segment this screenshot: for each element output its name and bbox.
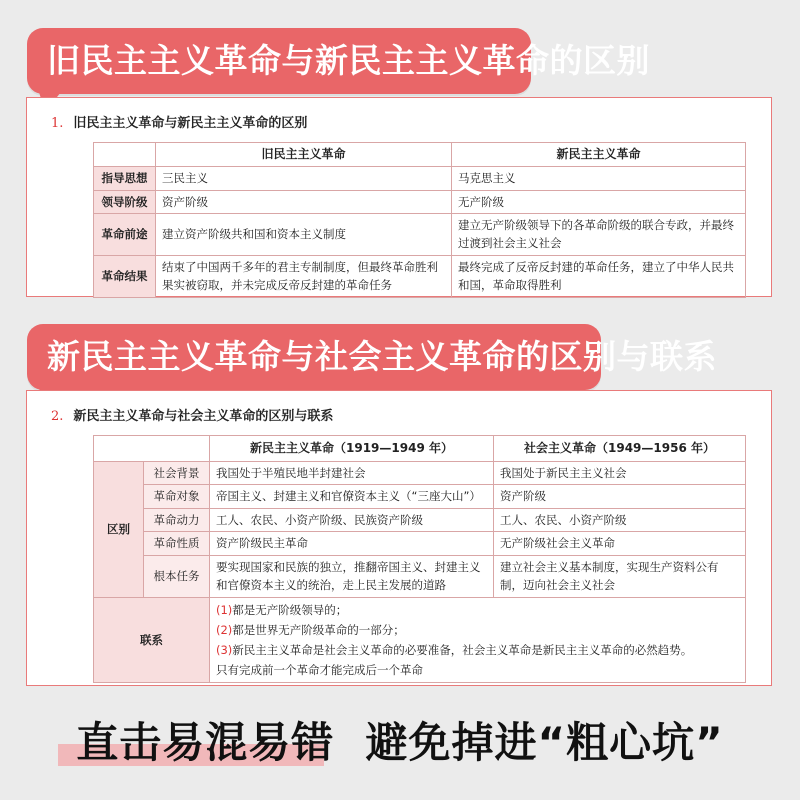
- table-cell: 资产阶级民主革命: [210, 532, 494, 555]
- row-label: 领导阶级: [94, 190, 156, 213]
- link-label: 联系: [94, 597, 210, 683]
- section-title-2: [51, 405, 333, 424]
- table-cell: 三民主义: [156, 167, 452, 190]
- table-cell: 资产阶级: [494, 485, 746, 508]
- table-cell: 我国处于半殖民地半封建社会: [210, 462, 494, 485]
- section-number: 2.: [51, 409, 64, 424]
- list-number: (2): [216, 622, 233, 637]
- table-row: [94, 213, 746, 255]
- section-banner-1: 旧民主主义革命与新民主主义革命的区别: [27, 28, 531, 94]
- section-banner-2: 新民主主义革命与社会主义革命的区别与联系: [27, 324, 601, 390]
- table-row: [94, 167, 746, 190]
- row-label: 革命前途: [94, 213, 156, 255]
- comparison-table-1: [93, 142, 746, 298]
- link-list: [210, 597, 746, 683]
- list-item: [216, 620, 739, 640]
- table-row: [94, 508, 746, 531]
- row-label: 革命对象: [144, 485, 210, 508]
- row-label: 革命动力: [144, 508, 210, 531]
- table-cell: 资产阶级: [156, 190, 452, 213]
- table-header-row: [94, 143, 746, 167]
- list-text: 都是世界无产阶级革命的一部分；: [232, 622, 405, 637]
- table-header-cell: [94, 436, 210, 462]
- row-label: 社会背景: [144, 462, 210, 485]
- table-header-cell: 新民主主义革命（1919—1949 年）: [210, 436, 494, 462]
- table-cell: 工人、农民、小资产阶级: [494, 508, 746, 531]
- table-row: [94, 462, 746, 485]
- table-header-cell: 旧民主主义革命: [156, 143, 452, 167]
- table-row: [94, 190, 746, 213]
- table-header-cell: 新民主主义革命: [452, 143, 746, 167]
- table-header-cell: [94, 143, 156, 167]
- table-cell: 马克思主义: [452, 167, 746, 190]
- table-cell: 帝国主义、封建主义和官僚资本主义（“三座大山”）: [210, 485, 494, 508]
- table-row: [94, 597, 746, 683]
- footer: [0, 700, 800, 800]
- table-row: [94, 255, 746, 297]
- list-text: 都是无产阶级领导的；: [232, 602, 348, 617]
- table-row: [94, 485, 746, 508]
- table-cell: 要实现国家和民族的独立，推翻帝国主义、封建主义和官僚资本主义的统治，走上民主发展的道路: [210, 555, 494, 597]
- table-cell: 建立资产阶级共和国和资本主义制度: [156, 213, 452, 255]
- row-label: 指导思想: [94, 167, 156, 190]
- row-label: 革命结果: [94, 255, 156, 297]
- table-cell: 我国处于新民主主义社会: [494, 462, 746, 485]
- table-header-cell: 社会主义革命（1949—1956 年）: [494, 436, 746, 462]
- list-number: (1): [216, 602, 233, 617]
- table-cell: 无产阶级社会主义革命: [494, 532, 746, 555]
- list-item: [216, 640, 739, 660]
- table-cell: 无产阶级: [452, 190, 746, 213]
- table-cell: 建立无产阶级领导下的各革命阶级的联合专政，并最终过渡到社会主义社会: [452, 213, 746, 255]
- comparison-table-2: [93, 435, 746, 683]
- list-item: [216, 600, 739, 620]
- section-title-text: 新民主主义革命与社会主义革命的区别与联系: [73, 409, 334, 424]
- list-text: 只有完成前一个革命才能完成后一个革命: [216, 662, 423, 677]
- section-number: 1.: [51, 116, 64, 131]
- table-header-row: [94, 436, 746, 462]
- section-title-1: [51, 112, 307, 131]
- table-cell: 建立社会主义基本制度，实现生产资料公有制，迈向社会主义社会: [494, 555, 746, 597]
- section-title-text: 旧民主主义革命与新民主主义革命的区别: [73, 116, 308, 131]
- row-label: 革命性质: [144, 532, 210, 555]
- table-row: [94, 532, 746, 555]
- table-cell: 结束了中国两千多年的君主专制制度，但最终革命胜利果实被窃取，并未完成反帝反封建的革命任务: [156, 255, 452, 297]
- comparison-card-1: [26, 97, 772, 297]
- row-label: 根本任务: [144, 555, 210, 597]
- footer-slogan: 直击易混易错 避免掉进“粗心坑”: [76, 718, 724, 767]
- table-row: [94, 555, 746, 597]
- table-cell: 工人、农民、小资产阶级、民族资产阶级: [210, 508, 494, 531]
- comparison-card-2: [26, 390, 772, 686]
- table-cell: 最终完成了反帝反封建的革命任务，建立了中华人民共和国，革命取得胜利: [452, 255, 746, 297]
- list-item: [216, 660, 739, 680]
- group-label: 区别: [94, 462, 144, 598]
- list-number: (3): [216, 642, 233, 657]
- list-text: 新民主主义革命是社会主义革命的必要准备，社会主义革命是新民主主义革命的必然趋势。: [232, 642, 693, 657]
